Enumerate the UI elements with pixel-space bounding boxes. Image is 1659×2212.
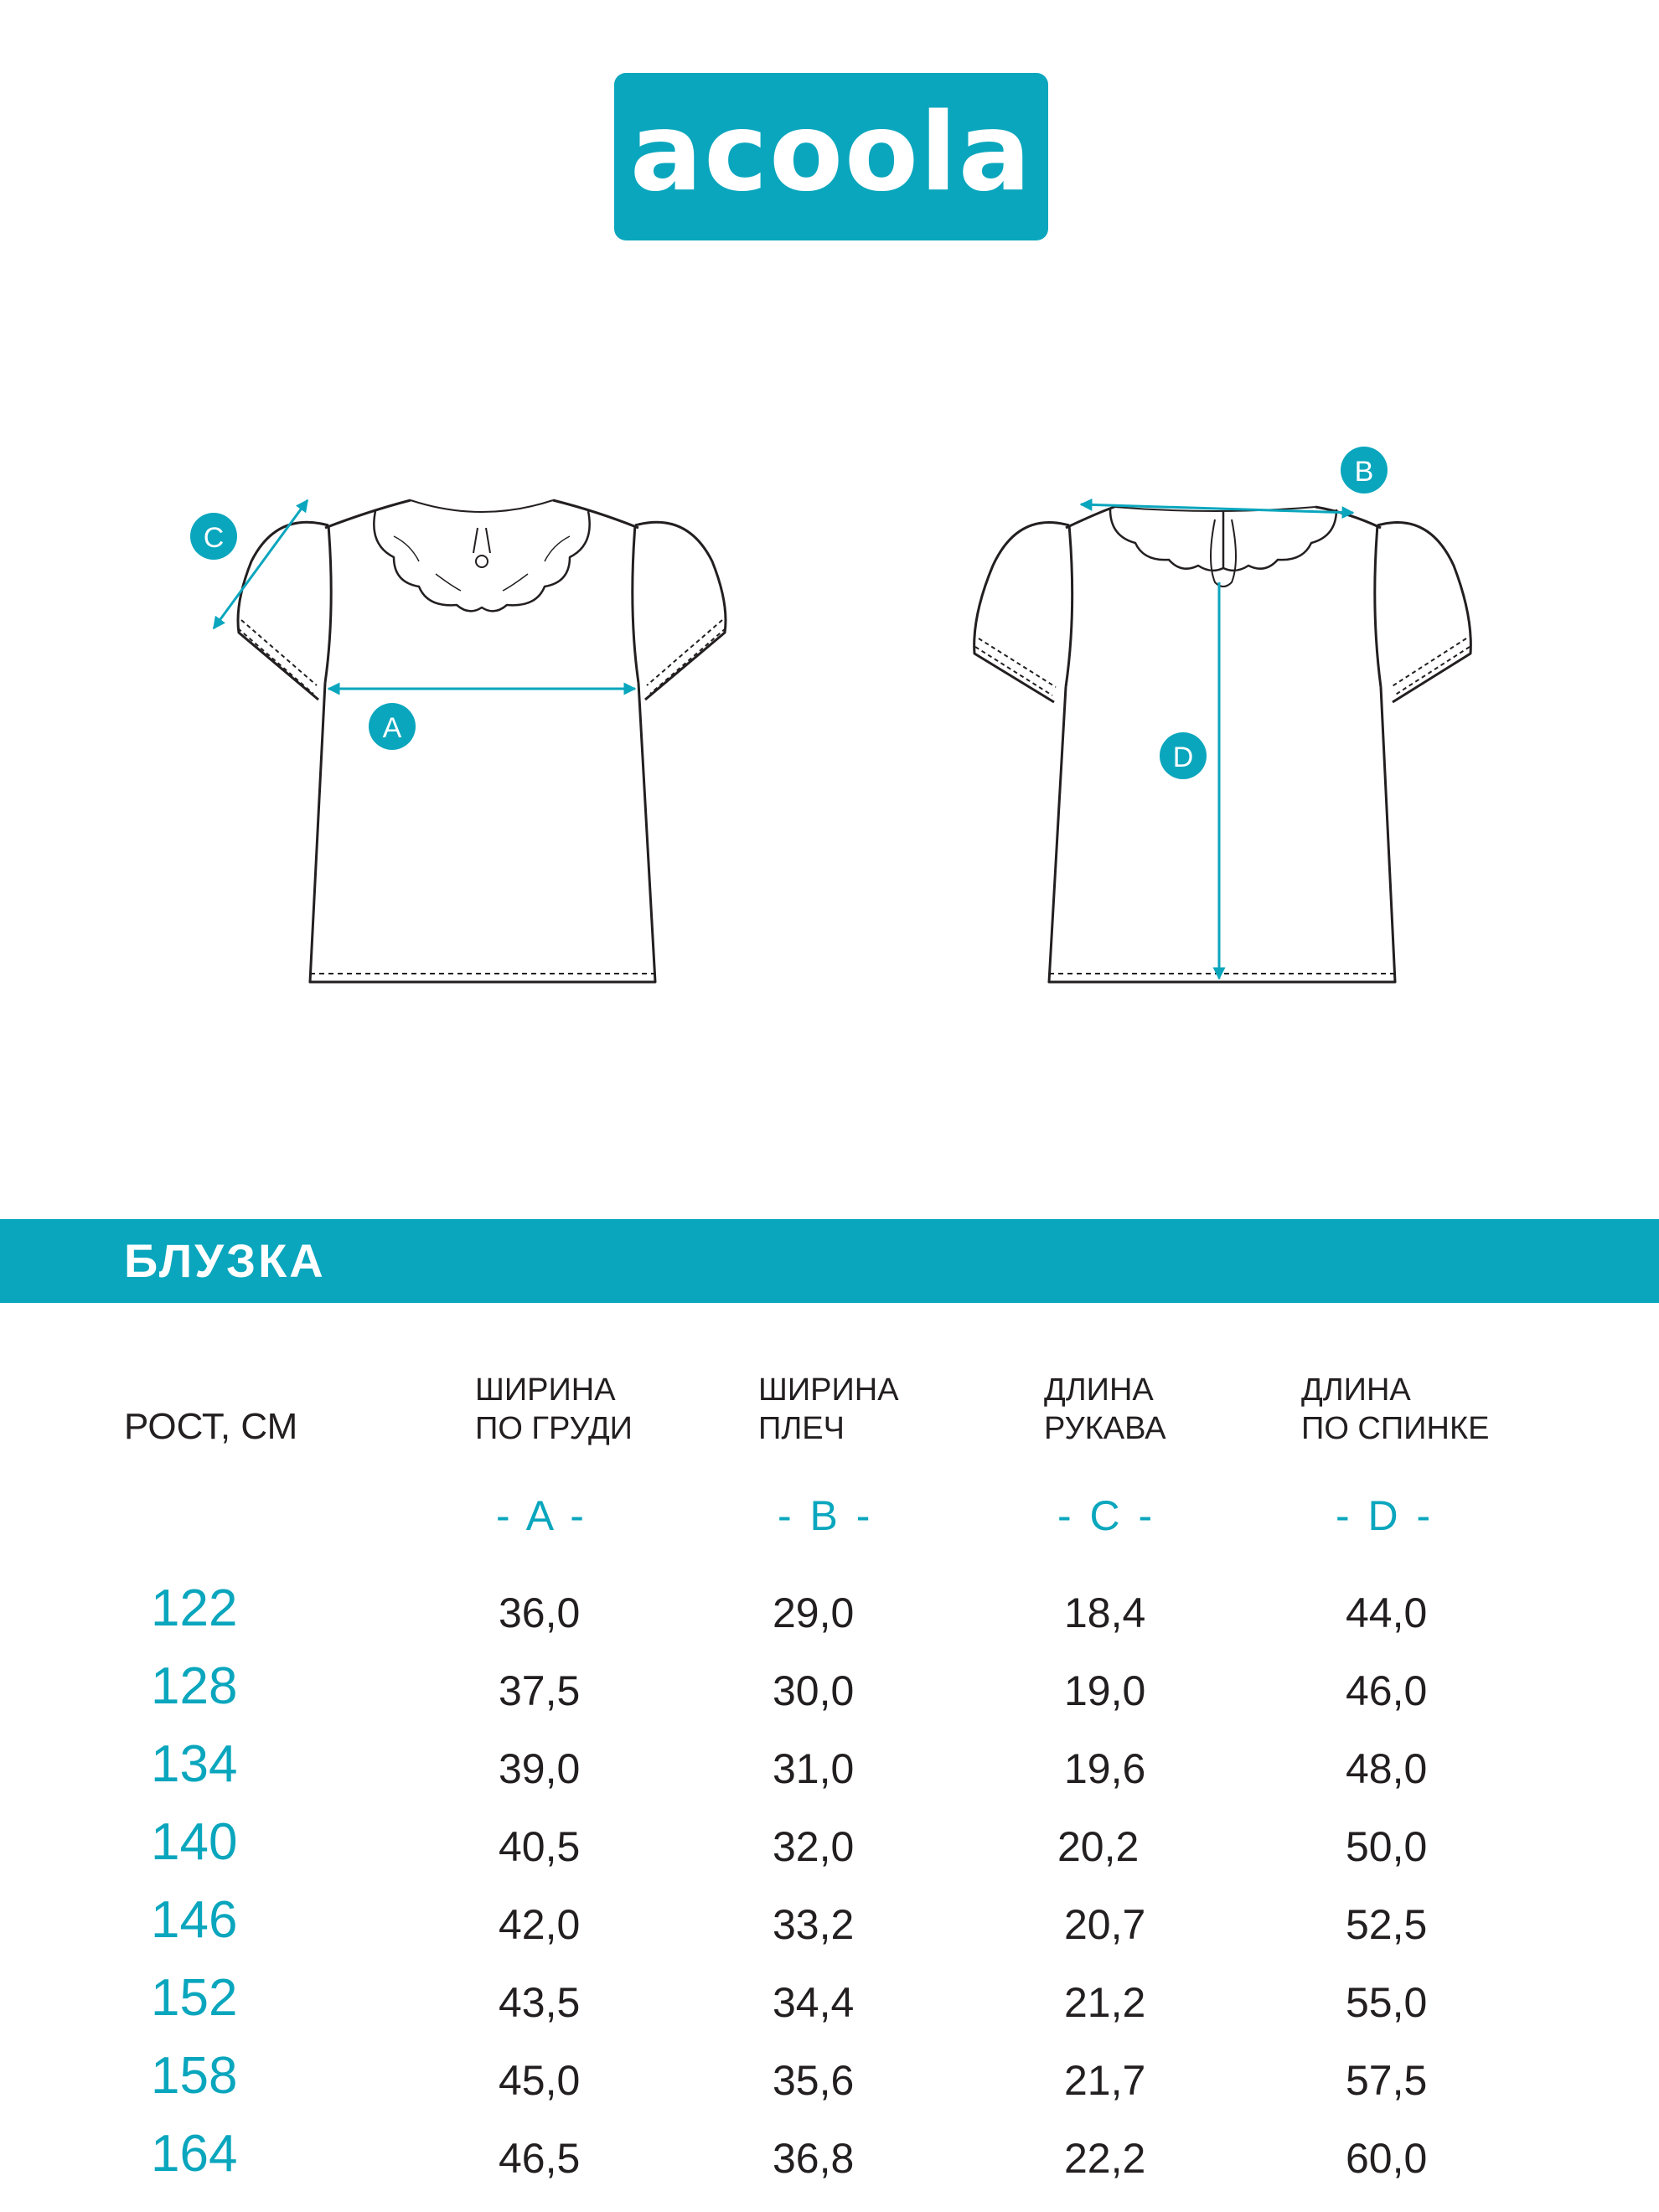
header-sleeve-length-line1: ДЛИНА — [1044, 1372, 1154, 1408]
row-height: 122 — [151, 1579, 238, 1637]
row-height: 134 — [151, 1735, 238, 1793]
cell-d: 60,0 — [1346, 2135, 1428, 2182]
cell-a: 42,0 — [499, 1901, 581, 1948]
header-shoulder-width-line1: ШИРИНА — [758, 1372, 899, 1408]
cell-a: 39,0 — [499, 1745, 581, 1792]
marker-b-label: B — [1354, 456, 1374, 488]
back-measures — [1081, 447, 1388, 979]
cell-c: 18,4 — [1064, 1589, 1146, 1636]
cell-c: 21,7 — [1064, 2057, 1146, 2104]
row-height: 146 — [151, 1891, 238, 1949]
cell-b: 35,6 — [773, 2057, 855, 2104]
header-back-length-line1: ДЛИНА — [1301, 1372, 1411, 1408]
header-sleeve-length — [1044, 1371, 1166, 1448]
title-band — [0, 1219, 1659, 1303]
cell-a: 46,5 — [499, 2135, 581, 2182]
cell-d: 46,0 — [1346, 1667, 1428, 1714]
front-view — [238, 500, 726, 982]
cell-b: 31,0 — [773, 1745, 855, 1792]
cell-b: 32,0 — [773, 1823, 855, 1870]
cell-d: 52,5 — [1346, 1901, 1428, 1948]
header-chest-width-line1: ШИРИНА — [475, 1372, 616, 1408]
marker-d-label: D — [1172, 742, 1194, 773]
header-sleeve-length-line2: РУКАВА — [1044, 1411, 1166, 1446]
back-view — [974, 507, 1471, 982]
cell-c: 21,2 — [1064, 1979, 1146, 2026]
table-row — [0, 2047, 1659, 2125]
header-shoulder-width-line2: ПЛЕЧ — [758, 1411, 845, 1446]
cell-a: 37,5 — [499, 1667, 581, 1714]
header-back-length-line2: ПО СПИНКЕ — [1301, 1411, 1490, 1446]
table-row — [0, 1891, 1659, 1969]
cell-a: 45,0 — [499, 2057, 581, 2104]
cell-d: 44,0 — [1346, 1589, 1428, 1636]
cell-b: 29,0 — [773, 1589, 855, 1636]
cell-b: 34,4 — [773, 1979, 855, 2026]
cell-c: 20,2 — [1057, 1823, 1140, 1870]
brand-logo — [614, 73, 1048, 240]
table-row — [0, 1735, 1659, 1813]
cell-b: 30,0 — [773, 1667, 855, 1714]
header-shoulder-width — [758, 1371, 899, 1448]
page-title: БЛУЗКА — [124, 1234, 326, 1287]
column-code-a: - A - — [496, 1492, 587, 1539]
garment-diagram — [0, 419, 1659, 1022]
cell-a: 36,0 — [499, 1589, 581, 1636]
cell-d: 57,5 — [1346, 2057, 1428, 2104]
row-height: 128 — [151, 1657, 238, 1715]
row-height: 152 — [151, 1969, 238, 2027]
table-row — [0, 2125, 1659, 2203]
row-height: 140 — [151, 1813, 238, 1871]
cell-d: 48,0 — [1346, 1745, 1428, 1792]
header-chest-width — [475, 1371, 633, 1448]
column-code-c: - C - — [1057, 1492, 1156, 1539]
table-row — [0, 1813, 1659, 1891]
header-height: РОСТ, СМ — [124, 1406, 298, 1447]
cell-c: 19,6 — [1064, 1745, 1146, 1792]
table-row — [0, 1579, 1659, 1657]
cell-d: 50,0 — [1346, 1823, 1428, 1870]
cell-c: 19,0 — [1064, 1667, 1146, 1714]
cell-c: 22,2 — [1064, 2135, 1146, 2182]
column-code-d: - D - — [1336, 1492, 1434, 1539]
header-chest-width-line2: ПО ГРУДИ — [475, 1411, 633, 1446]
cell-a: 43,5 — [499, 1979, 581, 2026]
cell-d: 55,0 — [1346, 1979, 1428, 2026]
cell-a: 40,5 — [499, 1823, 581, 1870]
marker-a-label: A — [382, 712, 402, 744]
cell-b: 33,2 — [773, 1901, 855, 1948]
table-row — [0, 1969, 1659, 2047]
cell-b: 36,8 — [773, 2135, 855, 2182]
cell-c: 20,7 — [1064, 1901, 1146, 1948]
marker-c-label: C — [203, 522, 225, 554]
row-height: 164 — [151, 2125, 238, 2183]
table-row — [0, 1657, 1659, 1735]
brand-logo-text: acoola — [629, 90, 1033, 215]
column-code-b: - B - — [778, 1492, 874, 1539]
row-height: 158 — [151, 2047, 238, 2105]
header-back-length — [1301, 1371, 1489, 1448]
